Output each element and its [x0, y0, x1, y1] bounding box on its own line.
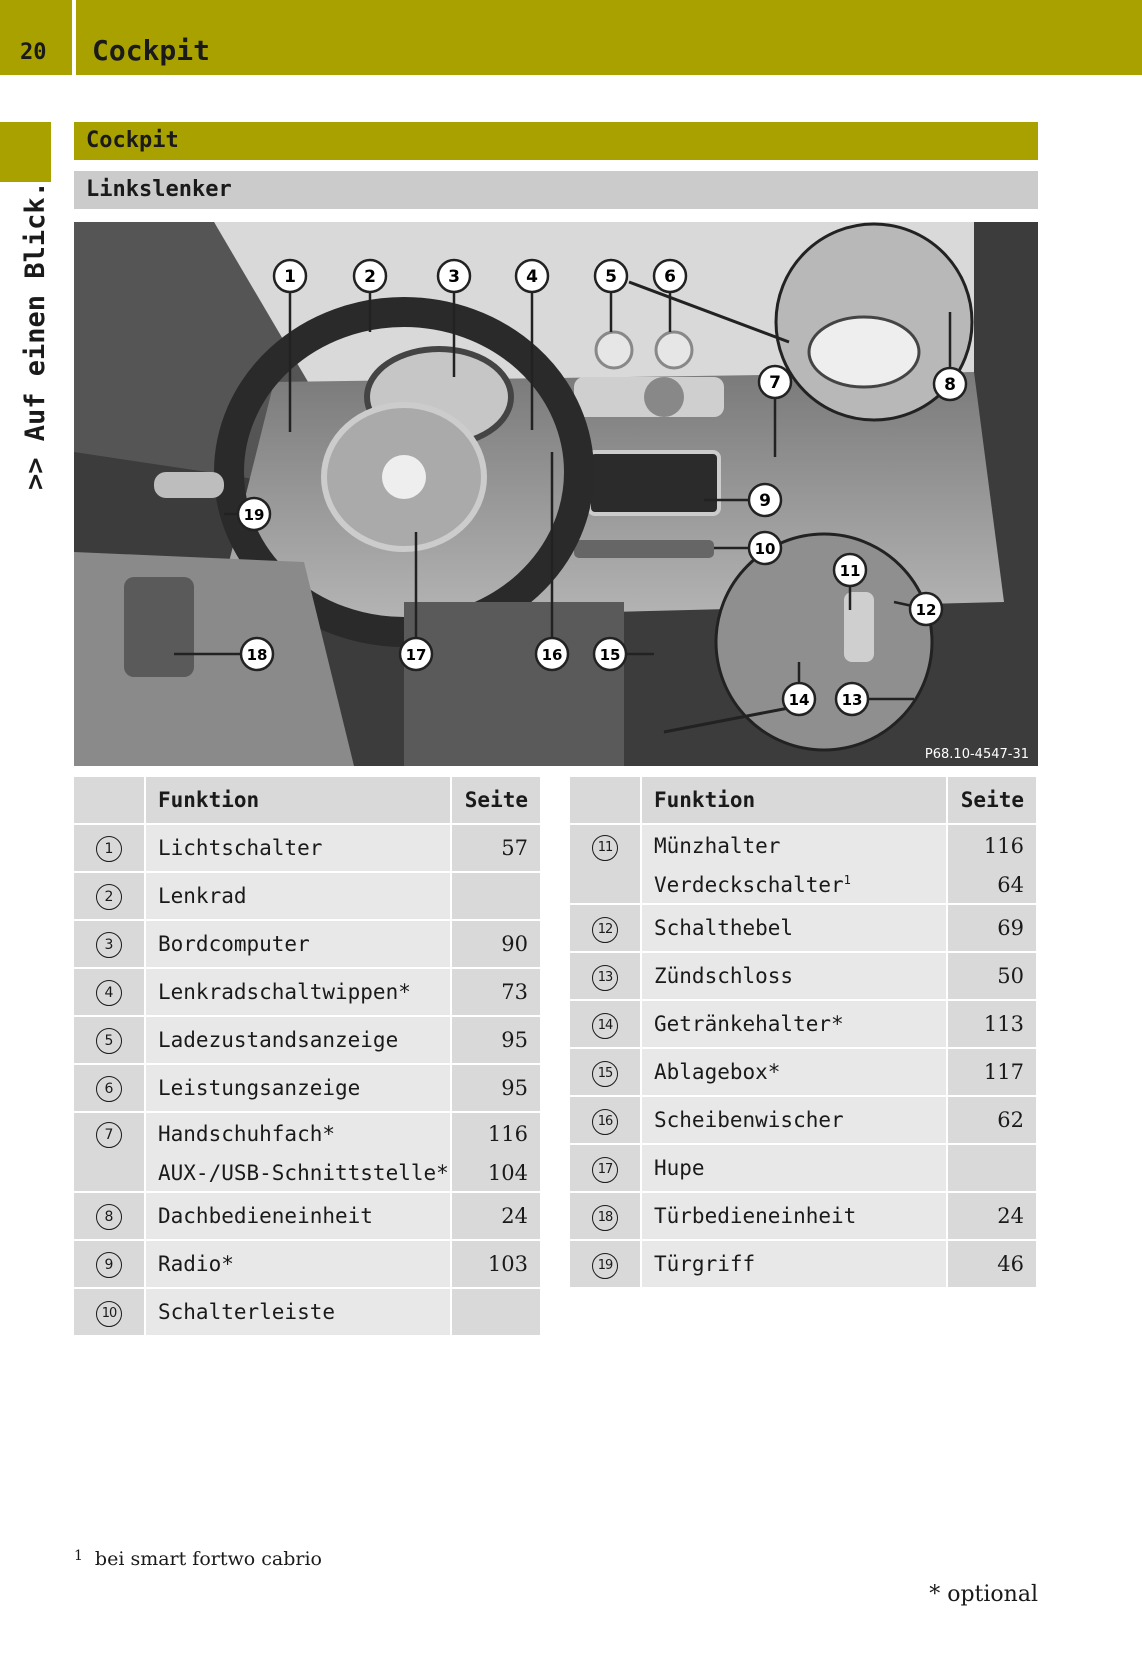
callout-14: [783, 683, 815, 715]
header-function: Funktion: [642, 777, 948, 825]
item-page: 69: [948, 905, 1036, 953]
item-page: 116: [948, 825, 1036, 867]
item-page: [452, 873, 540, 921]
item-number: 9: [96, 1252, 122, 1278]
item-number: 3: [96, 932, 122, 958]
callout-10: [749, 532, 781, 564]
radio-unit: [589, 452, 719, 514]
header-num: [74, 777, 146, 825]
callout-9-label: 9: [759, 491, 771, 511]
callout-19-label: 19: [243, 506, 265, 524]
callout-8-label: 8: [944, 375, 956, 395]
callout-7-label: 7: [769, 373, 781, 393]
side-tab-marker: [0, 122, 51, 182]
callout-12: [910, 593, 942, 625]
item-page: 73: [452, 969, 540, 1017]
gear-lever: [844, 592, 874, 662]
item-page: 117: [948, 1049, 1036, 1097]
table-row: [74, 873, 540, 921]
callout-18: [241, 638, 273, 670]
callout-15-label: 15: [599, 646, 621, 664]
table-row: [74, 921, 540, 969]
item-number: 19: [592, 1253, 618, 1279]
item-label-with-footnote: [642, 867, 948, 905]
item-label: Türgriff: [642, 1241, 948, 1289]
callout-10-label: 10: [754, 540, 776, 558]
item-number: 11: [592, 835, 618, 861]
item-page: 24: [452, 1193, 540, 1241]
item-number: 15: [592, 1061, 618, 1087]
callout-8: [934, 368, 966, 400]
item-label: Schalthebel: [642, 905, 948, 953]
table-row: [74, 1065, 540, 1113]
callout-11: [834, 554, 866, 586]
door-handle: [154, 472, 224, 498]
item-label: Scheibenwischer: [642, 1097, 948, 1145]
item-label: Ablagebox*: [642, 1049, 948, 1097]
callout-9: [749, 484, 781, 516]
callout-12-label: 12: [915, 601, 937, 619]
footnote-marker: 1: [843, 873, 851, 887]
item-label: Radio*: [146, 1241, 452, 1289]
side-tab-label: >> Auf einen Blick.: [20, 181, 51, 490]
item-page: 50: [948, 953, 1036, 1001]
item-number: 7: [96, 1122, 122, 1148]
item-number: 1: [96, 836, 122, 862]
charge-gauge: [596, 332, 632, 368]
item-label: Münzhalter: [642, 825, 948, 867]
callout-2: [354, 260, 386, 292]
table-row: [74, 825, 540, 873]
item-page: 95: [452, 1017, 540, 1065]
door-controls: [124, 577, 194, 677]
item-page: 90: [452, 921, 540, 969]
footnote-number: 1: [74, 1548, 83, 1564]
table-row: [570, 1193, 1036, 1241]
callout-7: [759, 366, 791, 398]
callout-3: [438, 260, 470, 292]
item-page: 24: [948, 1193, 1036, 1241]
item-label: Verdeckschalter: [654, 873, 844, 897]
item-number: 18: [592, 1205, 618, 1231]
callout-17-label: 17: [405, 646, 427, 664]
inset-console: [716, 534, 932, 750]
function-table-right: [570, 777, 1036, 1289]
table-row: [74, 1193, 540, 1241]
power-gauge: [656, 332, 692, 368]
callout-19: [238, 498, 270, 530]
callout-5-label: 5: [605, 267, 617, 287]
table-row: [74, 969, 540, 1017]
header-page: Seite: [948, 777, 1036, 825]
item-page: 113: [948, 1001, 1036, 1049]
item-number: 14: [592, 1013, 618, 1039]
item-number: 5: [96, 1028, 122, 1054]
callout-6-label: 6: [664, 267, 676, 287]
callout-13-label: 13: [841, 691, 863, 709]
table-row: [570, 1241, 1036, 1289]
image-code: P68.10-4547-31: [924, 747, 1029, 762]
item-number: 2: [96, 884, 122, 910]
item-label: Türbedieneinheit: [642, 1193, 948, 1241]
item-number: 12: [592, 917, 618, 943]
item-label: Leistungsanzeige: [146, 1065, 452, 1113]
item-label: Schalterleiste: [146, 1289, 452, 1337]
callout-1: [274, 260, 306, 292]
item-number: 8: [96, 1204, 122, 1230]
item-label: Hupe: [642, 1145, 948, 1193]
optional-note: * optional: [929, 1582, 1038, 1607]
chapter-title: Cockpit: [92, 34, 211, 67]
item-number: 17: [592, 1157, 618, 1183]
table-row: [74, 1113, 540, 1155]
item-number: 13: [592, 965, 618, 991]
section-subtitle: Linkslenker: [74, 171, 1038, 209]
item-label: Lichtschalter: [146, 825, 452, 873]
item-number: 16: [592, 1109, 618, 1135]
callout-16: [536, 638, 568, 670]
table-row: [570, 953, 1036, 1001]
header-divider: [72, 0, 76, 75]
callout-15: [594, 638, 626, 670]
item-label: Zündschloss: [642, 953, 948, 1001]
callout-4: [516, 260, 548, 292]
table-row: [570, 1049, 1036, 1097]
table-row: [570, 1001, 1036, 1049]
item-label: Dachbedieneinheit: [146, 1193, 452, 1241]
item-number-empty: [74, 1155, 146, 1193]
section-title: Cockpit: [74, 122, 1038, 160]
table-row: [570, 1097, 1036, 1145]
item-page: 46: [948, 1241, 1036, 1289]
item-label: Lenkrad: [146, 873, 452, 921]
item-page: 116: [452, 1113, 540, 1155]
table-row-continued: [74, 1155, 540, 1193]
page-number: 20: [20, 40, 47, 65]
item-page: 103: [452, 1241, 540, 1289]
table-row: [74, 1241, 540, 1289]
table-header-row: [570, 777, 1036, 825]
smart-logo: [382, 455, 426, 499]
footnote: [74, 1548, 322, 1570]
climate-knob: [644, 377, 684, 417]
table-row: [570, 905, 1036, 953]
item-page: 95: [452, 1065, 540, 1113]
item-label: Bordcomputer: [146, 921, 452, 969]
item-page: [948, 1145, 1036, 1193]
callout-6: [654, 260, 686, 292]
item-label: Handschuhfach*: [146, 1113, 452, 1155]
item-label: Ladezustandsanzeige: [146, 1017, 452, 1065]
item-label: Getränkehalter*: [642, 1001, 948, 1049]
header-page: Seite: [452, 777, 540, 825]
callout-11-label: 11: [839, 562, 861, 580]
item-number: 4: [96, 980, 122, 1006]
callout-13: [836, 683, 868, 715]
switch-bar: [574, 540, 714, 558]
item-number: 6: [96, 1076, 122, 1102]
table-header-row: [74, 777, 540, 825]
footwell: [404, 602, 624, 766]
item-label: AUX-/USB-Schnittstelle*: [146, 1155, 452, 1193]
item-page: 64: [948, 867, 1036, 905]
callout-1-label: 1: [284, 267, 296, 287]
table-row: [570, 1145, 1036, 1193]
item-number-empty: [570, 867, 642, 905]
cockpit-photo: [74, 222, 1038, 766]
item-page: 104: [452, 1155, 540, 1193]
table-row: [74, 1289, 540, 1337]
item-page: 57: [452, 825, 540, 873]
callout-5: [595, 260, 627, 292]
callout-18-label: 18: [246, 646, 268, 664]
item-number: 10: [96, 1301, 122, 1327]
callout-4-label: 4: [526, 267, 538, 287]
item-page: 62: [948, 1097, 1036, 1145]
callout-3-label: 3: [448, 267, 460, 287]
rearview-mirror: [809, 317, 919, 387]
table-row-continued: [570, 867, 1036, 905]
item-label: Lenkradschaltwippen*: [146, 969, 452, 1017]
callout-17: [400, 638, 432, 670]
function-table-left: [74, 777, 540, 1337]
callout-14-label: 14: [788, 691, 810, 709]
table-row: [570, 825, 1036, 867]
table-row: [74, 1017, 540, 1065]
footnote-text: bei smart fortwo cabrio: [94, 1548, 322, 1570]
callout-2-label: 2: [364, 267, 376, 287]
item-page: [452, 1289, 540, 1337]
callout-16-label: 16: [541, 646, 563, 664]
header-function: Funktion: [146, 777, 452, 825]
header-num: [570, 777, 642, 825]
